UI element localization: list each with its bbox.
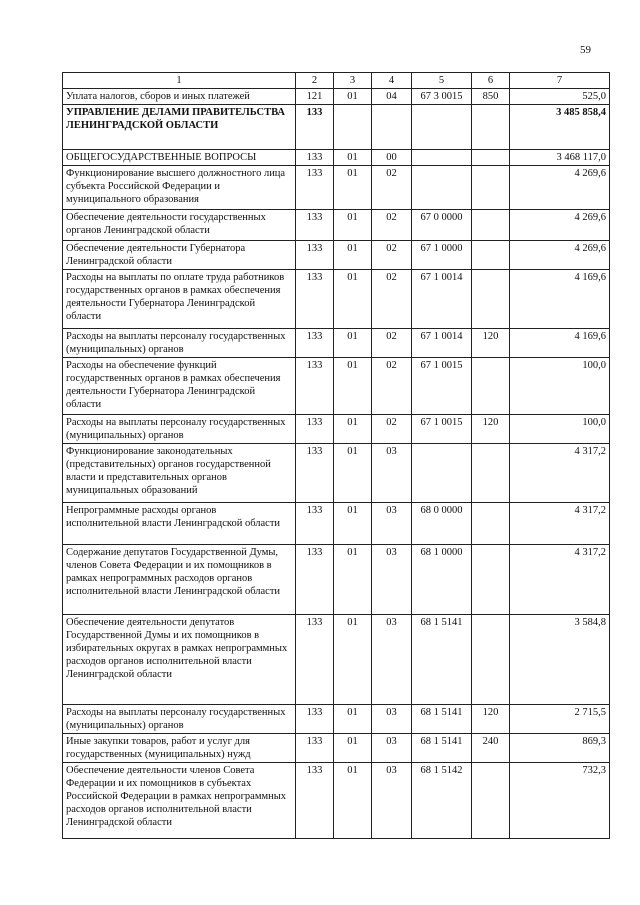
target-article-cell: 68 0 0000 <box>412 503 472 545</box>
table-row <box>63 358 610 415</box>
table-row <box>63 705 610 734</box>
target-article-cell: 67 1 0015 <box>412 415 472 444</box>
expense-type-cell: 240 <box>472 734 510 763</box>
section-code-cell: 01 <box>334 358 372 415</box>
table-row <box>63 763 610 839</box>
amount-cell: 4 317,2 <box>510 444 610 503</box>
section-code-cell: 01 <box>334 210 372 241</box>
header-cell: 3 <box>334 73 372 89</box>
target-article-cell: 68 1 5141 <box>412 705 472 734</box>
expense-type-cell <box>472 763 510 839</box>
target-article-cell: 68 1 5141 <box>412 615 472 705</box>
admin-code-cell: 133 <box>296 503 334 545</box>
expense-type-cell: 850 <box>472 89 510 105</box>
expense-type-cell <box>472 503 510 545</box>
expense-name-cell: Расходы на выплаты персоналу государственных (муниципальных) органов <box>63 329 296 358</box>
table-row <box>63 150 610 166</box>
admin-code-cell: 133 <box>296 241 334 270</box>
expense-type-cell: 120 <box>472 705 510 734</box>
amount-cell: 4 317,2 <box>510 503 610 545</box>
expense-name-cell: Расходы на обеспечение функций государственных органов в рамках обеспечения деятельности Губернатора Ленинградской области <box>63 358 296 415</box>
amount-cell: 732,3 <box>510 763 610 839</box>
amount-cell: 4 169,6 <box>510 329 610 358</box>
header-cell: 4 <box>372 73 412 89</box>
section-code-cell: 01 <box>334 545 372 615</box>
header-cell: 7 <box>510 73 610 89</box>
subsection-code-cell: 03 <box>372 444 412 503</box>
section-code-cell: 01 <box>334 150 372 166</box>
subsection-code-cell: 02 <box>372 241 412 270</box>
expense-type-cell <box>472 241 510 270</box>
admin-code-cell: 133 <box>296 545 334 615</box>
section-code-cell: 01 <box>334 615 372 705</box>
expense-type-cell <box>472 105 510 150</box>
section-code-cell: 01 <box>334 89 372 105</box>
table-row <box>63 166 610 210</box>
expense-type-cell <box>472 615 510 705</box>
admin-code-cell: 133 <box>296 270 334 329</box>
table-row <box>63 615 610 705</box>
table-row <box>63 329 610 358</box>
section-code-cell: 01 <box>334 270 372 329</box>
admin-code-cell: 121 <box>296 89 334 105</box>
section-code-cell: 01 <box>334 734 372 763</box>
admin-code-cell: 133 <box>296 615 334 705</box>
section-code-cell: 01 <box>334 763 372 839</box>
section-code-cell: 01 <box>334 503 372 545</box>
subsection-code-cell: 00 <box>372 150 412 166</box>
subsection-code-cell: 03 <box>372 503 412 545</box>
target-article-cell: 67 1 0014 <box>412 270 472 329</box>
expense-name-cell: Расходы на выплаты персоналу государственных (муниципальных) органов <box>63 705 296 734</box>
target-article-cell <box>412 150 472 166</box>
admin-code-cell: 133 <box>296 415 334 444</box>
target-article-cell: 68 1 5141 <box>412 734 472 763</box>
amount-cell: 4 317,2 <box>510 545 610 615</box>
expense-name-cell: УПРАВЛЕНИЕ ДЕЛАМИ ПРАВИТЕЛЬСТВА ЛЕНИНГРАДСКОЙ ОБЛАСТИ <box>63 105 296 150</box>
admin-code-cell: 133 <box>296 105 334 150</box>
admin-code-cell: 133 <box>296 358 334 415</box>
table-row <box>63 734 610 763</box>
amount-cell: 3 485 858,4 <box>510 105 610 150</box>
target-article-cell: 67 0 0000 <box>412 210 472 241</box>
target-article-cell: 67 3 0015 <box>412 89 472 105</box>
expense-type-cell <box>472 358 510 415</box>
expense-type-cell <box>472 166 510 210</box>
amount-cell: 4 269,6 <box>510 210 610 241</box>
expense-name-cell: Обеспечение деятельности Губернатора Ленинградской области <box>63 241 296 270</box>
table-row <box>63 415 610 444</box>
target-article-cell: 67 1 0000 <box>412 241 472 270</box>
target-article-cell: 68 1 0000 <box>412 545 472 615</box>
section-code-cell: 01 <box>334 705 372 734</box>
table-row <box>63 503 610 545</box>
target-article-cell: 67 1 0014 <box>412 329 472 358</box>
expense-type-cell <box>472 270 510 329</box>
expense-type-cell: 120 <box>472 329 510 358</box>
amount-cell: 2 715,5 <box>510 705 610 734</box>
expense-name-cell: Непрограммные расходы органов исполнительной власти Ленинградской области <box>63 503 296 545</box>
page-number: 59 <box>580 44 591 56</box>
amount-cell: 4 269,6 <box>510 166 610 210</box>
amount-cell: 4 169,6 <box>510 270 610 329</box>
expense-type-cell <box>472 150 510 166</box>
expense-name-cell: Расходы на выплаты по оплате труда работников государственных органов в рамках обеспечения деятельности Губернатора Ленинградской области <box>63 270 296 329</box>
amount-cell: 4 269,6 <box>510 241 610 270</box>
table-header-row <box>63 73 610 89</box>
table-row <box>63 270 610 329</box>
table-row <box>63 241 610 270</box>
admin-code-cell: 133 <box>296 444 334 503</box>
table-row <box>63 210 610 241</box>
amount-cell: 100,0 <box>510 358 610 415</box>
table-row <box>63 105 610 150</box>
subsection-code-cell: 02 <box>372 166 412 210</box>
subsection-code-cell: 03 <box>372 705 412 734</box>
admin-code-cell: 133 <box>296 705 334 734</box>
admin-code-cell: 133 <box>296 166 334 210</box>
section-code-cell: 01 <box>334 415 372 444</box>
amount-cell: 869,3 <box>510 734 610 763</box>
header-cell: 1 <box>63 73 296 89</box>
admin-code-cell: 133 <box>296 329 334 358</box>
header-cell: 6 <box>472 73 510 89</box>
target-article-cell: 68 1 5142 <box>412 763 472 839</box>
expense-name-cell: Функционирование высшего должностного лица субъекта Российской Федерации и муниципального образования <box>63 166 296 210</box>
expense-type-cell <box>472 210 510 241</box>
header-cell: 5 <box>412 73 472 89</box>
subsection-code-cell: 02 <box>372 210 412 241</box>
expense-name-cell: Функционирование законодательных (представительных) органов государственной власти и представительных органов муниципальных образований <box>63 444 296 503</box>
amount-cell: 3 584,8 <box>510 615 610 705</box>
subsection-code-cell: 03 <box>372 734 412 763</box>
expense-name-cell: Обеспечение деятельности членов Совета Федерации и их помощников в субъектах Российской Федерации в рамках непрограммных расходов органов исполнительной власти Ленинградской области <box>63 763 296 839</box>
subsection-code-cell: 03 <box>372 615 412 705</box>
subsection-code-cell: 02 <box>372 270 412 329</box>
expense-name-cell: ОБЩЕГОСУДАРСТВЕННЫЕ ВОПРОСЫ <box>63 150 296 166</box>
amount-cell: 100,0 <box>510 415 610 444</box>
section-code-cell: 01 <box>334 241 372 270</box>
amount-cell: 525,0 <box>510 89 610 105</box>
subsection-code-cell: 02 <box>372 329 412 358</box>
expense-type-cell <box>472 444 510 503</box>
target-article-cell <box>412 166 472 210</box>
expense-name-cell: Расходы на выплаты персоналу государственных (муниципальных) органов <box>63 415 296 444</box>
section-code-cell: 01 <box>334 329 372 358</box>
admin-code-cell: 133 <box>296 210 334 241</box>
header-cell: 2 <box>296 73 334 89</box>
subsection-code-cell: 04 <box>372 89 412 105</box>
subsection-code-cell: 03 <box>372 545 412 615</box>
table-row <box>63 545 610 615</box>
expense-name-cell: Содержание депутатов Государственной Думы, членов Совета Федерации и их помощников в рамках непрограммных расходов органов исполнительной власти Ленинградской области <box>63 545 296 615</box>
expense-name-cell: Обеспечение деятельности государственных органов Ленинградской области <box>63 210 296 241</box>
expense-name-cell: Уплата налогов, сборов и иных платежей <box>63 89 296 105</box>
subsection-code-cell: 02 <box>372 415 412 444</box>
admin-code-cell: 133 <box>296 734 334 763</box>
table-row <box>63 89 610 105</box>
subsection-code-cell: 03 <box>372 763 412 839</box>
target-article-cell <box>412 444 472 503</box>
target-article-cell <box>412 105 472 150</box>
table-row <box>63 444 610 503</box>
target-article-cell: 67 1 0015 <box>412 358 472 415</box>
budget-table <box>62 72 610 839</box>
admin-code-cell: 133 <box>296 763 334 839</box>
expense-type-cell: 120 <box>472 415 510 444</box>
amount-cell: 3 468 117,0 <box>510 150 610 166</box>
expense-name-cell: Иные закупки товаров, работ и услуг для государственных (муниципальных) нужд <box>63 734 296 763</box>
subsection-code-cell: 02 <box>372 358 412 415</box>
expense-name-cell: Обеспечение деятельности депутатов Государственной Думы и их помощников в избирательных округах в рамках непрограммных расходов органов исполнительной власти Ленинградской области <box>63 615 296 705</box>
section-code-cell <box>334 105 372 150</box>
subsection-code-cell <box>372 105 412 150</box>
admin-code-cell: 133 <box>296 150 334 166</box>
section-code-cell: 01 <box>334 166 372 210</box>
expense-type-cell <box>472 545 510 615</box>
section-code-cell: 01 <box>334 444 372 503</box>
